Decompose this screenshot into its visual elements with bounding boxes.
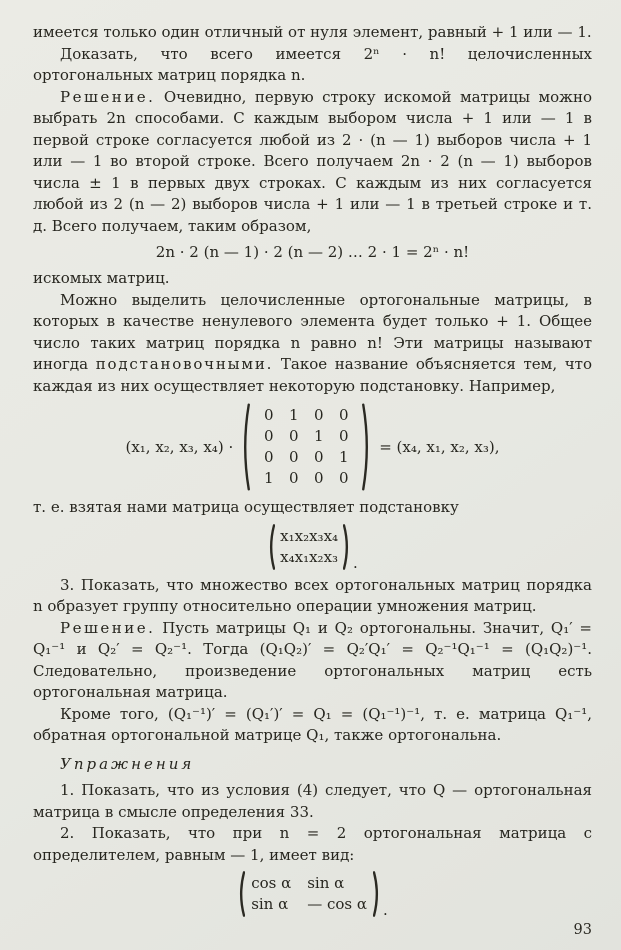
substitution-top-row: x₁x₂x₃x₄ [280,526,339,545]
substitution-bottom-row: x₄x₁x₂x₃ [280,547,339,566]
matrix-cell: 0 [263,448,274,466]
solution-2-text: Очевидно, первую строку искомой матрицы можно выбрать 2n способами. С каждым выбором числа + 1 или — 1 в первой строке согласуется любой из 2 · (n — 1) выборов числа + 1 или — 1 во второй строке. Всего получаем 2n · 2 (n — 1) выборов числа ± 1 в первых двух строках. С каждым из них согласуется любой из 2 (n — 2) выборов числа + 1 или — 1 в третьей строке и т. д. Всего получаем, таким образом, [33,87,592,235]
paragraph-continuation: имеется только один отличный от нуля элемент, равный + 1 или — 1. [33,23,592,41]
matrix-cell: 1 [313,427,324,445]
matrix-cell: 0 [288,469,299,487]
solution-3-label: Решение. [60,618,156,637]
substitution-period: . [353,553,358,572]
rotation-matrix-display [33,871,592,917]
solution-3-paragraph [33,618,592,704]
matrix-cell: 0 [288,448,299,466]
rotation-matrix-period: . [383,901,388,919]
exercises-heading: Упражнения [60,754,195,773]
matrix-cell: cos α [251,874,292,892]
count-formula-display [33,242,592,263]
substitution-display [33,524,592,570]
rotation-matrix [237,871,381,917]
paragraph-after-formula: искомых матриц. [33,269,170,287]
matrix-cell: 1 [288,406,299,424]
matrix-equation-display [33,402,592,492]
permutation-text-2: Такое название объясняется тем, что каждая из них осуществляет некоторую подстановку. Например, [33,355,592,395]
solution-2-paragraph [33,87,592,238]
right-paren-icon [373,871,381,917]
matrix-2x2 [248,873,370,915]
left-paren-icon [237,871,245,917]
substitution-rows [278,526,340,568]
inverse-remark-paragraph: Кроме того, (Q₁⁻¹)′ = (Q₁′)′ = Q₁ = (Q₁⁻¹)⁻¹, т. е. матрица Q₁⁻¹, обратная ортогональной матрице Q₁, также ортогональна. [33,704,592,744]
text-block [33,22,592,917]
exercise-1: 1. Показать, что из условия (4) следует, что Q — ортогональная матрица в смысле определения 33. [33,781,592,821]
matrix-cell: 0 [288,427,299,445]
page-number: 93 [573,922,592,938]
solution-2-label: Решение. [60,87,156,106]
matrix-cell: sin α [307,874,345,892]
problem-2-statement: Доказать, что всего имеется 2ⁿ · n! целочисленных ортогональных матриц порядка n. [33,44,592,84]
right-paren-icon [362,402,372,492]
permutation-emphasis: подстановочными. [95,355,274,373]
substitution-intro: т. е. взятая нами матрица осуществляет подстановку [33,498,459,516]
solution-3-text: Пусть матрицы Q₁ и Q₂ ортогональны. Значит, Q₁′ = Q₁⁻¹ и Q₂′ = Q₂⁻¹. Тогда (Q₁Q₂)′ = Q₂′Q₁′ = Q₂⁻¹Q₁⁻¹ = (Q₁Q₂)⁻¹. Следовательно, произведение ортогональных матриц есть ортогональная матрица. [33,618,592,701]
left-paren-icon [240,402,250,492]
matrix-4x4 [253,404,359,490]
permutation-matrix [240,402,372,492]
matrix-cell: 0 [338,406,349,424]
matrix-cell: — cos α [307,895,368,913]
substitution-symbol [267,524,351,570]
permutation-text-1: Можно выделить целочисленные ортогональные матрицы, в которых в качестве ненулевого элемента будет только + 1. Общее число таких матриц порядка n равно n! Эти матрицы называют иногда [33,290,592,373]
matrix-cell: 1 [338,448,349,466]
right-paren-icon [343,524,351,570]
left-paren-icon [267,524,275,570]
count-formula: 2n · 2 (n — 1) · 2 (n — 2) … 2 · 1 = 2ⁿ · n! [155,243,470,261]
matrix-equation-right: = (x₄, x₁, x₂, x₃), [379,437,500,456]
matrix-cell: 0 [338,469,349,487]
matrix-cell: 0 [313,448,324,466]
problem-3-statement: 3. Показать, что множество всех ортогональных матриц порядка n образует группу относительно операции умножения матриц. [33,575,592,615]
matrix-cell: 1 [263,469,274,487]
matrix-cell: 0 [313,406,324,424]
matrix-equation-left: (x₁, x₂, x₃, x₄) · [125,437,234,456]
permutation-paragraph [33,290,592,398]
exercise-2: 2. Показать, что при n = 2 ортогональная матрица с определителем, равным — 1, имеет вид: [33,824,592,864]
matrix-cell: sin α [251,895,289,913]
matrix-cell: 0 [263,406,274,424]
matrix-cell: 0 [338,427,349,445]
matrix-cell: 0 [313,469,324,487]
matrix-cell: 0 [263,427,274,445]
